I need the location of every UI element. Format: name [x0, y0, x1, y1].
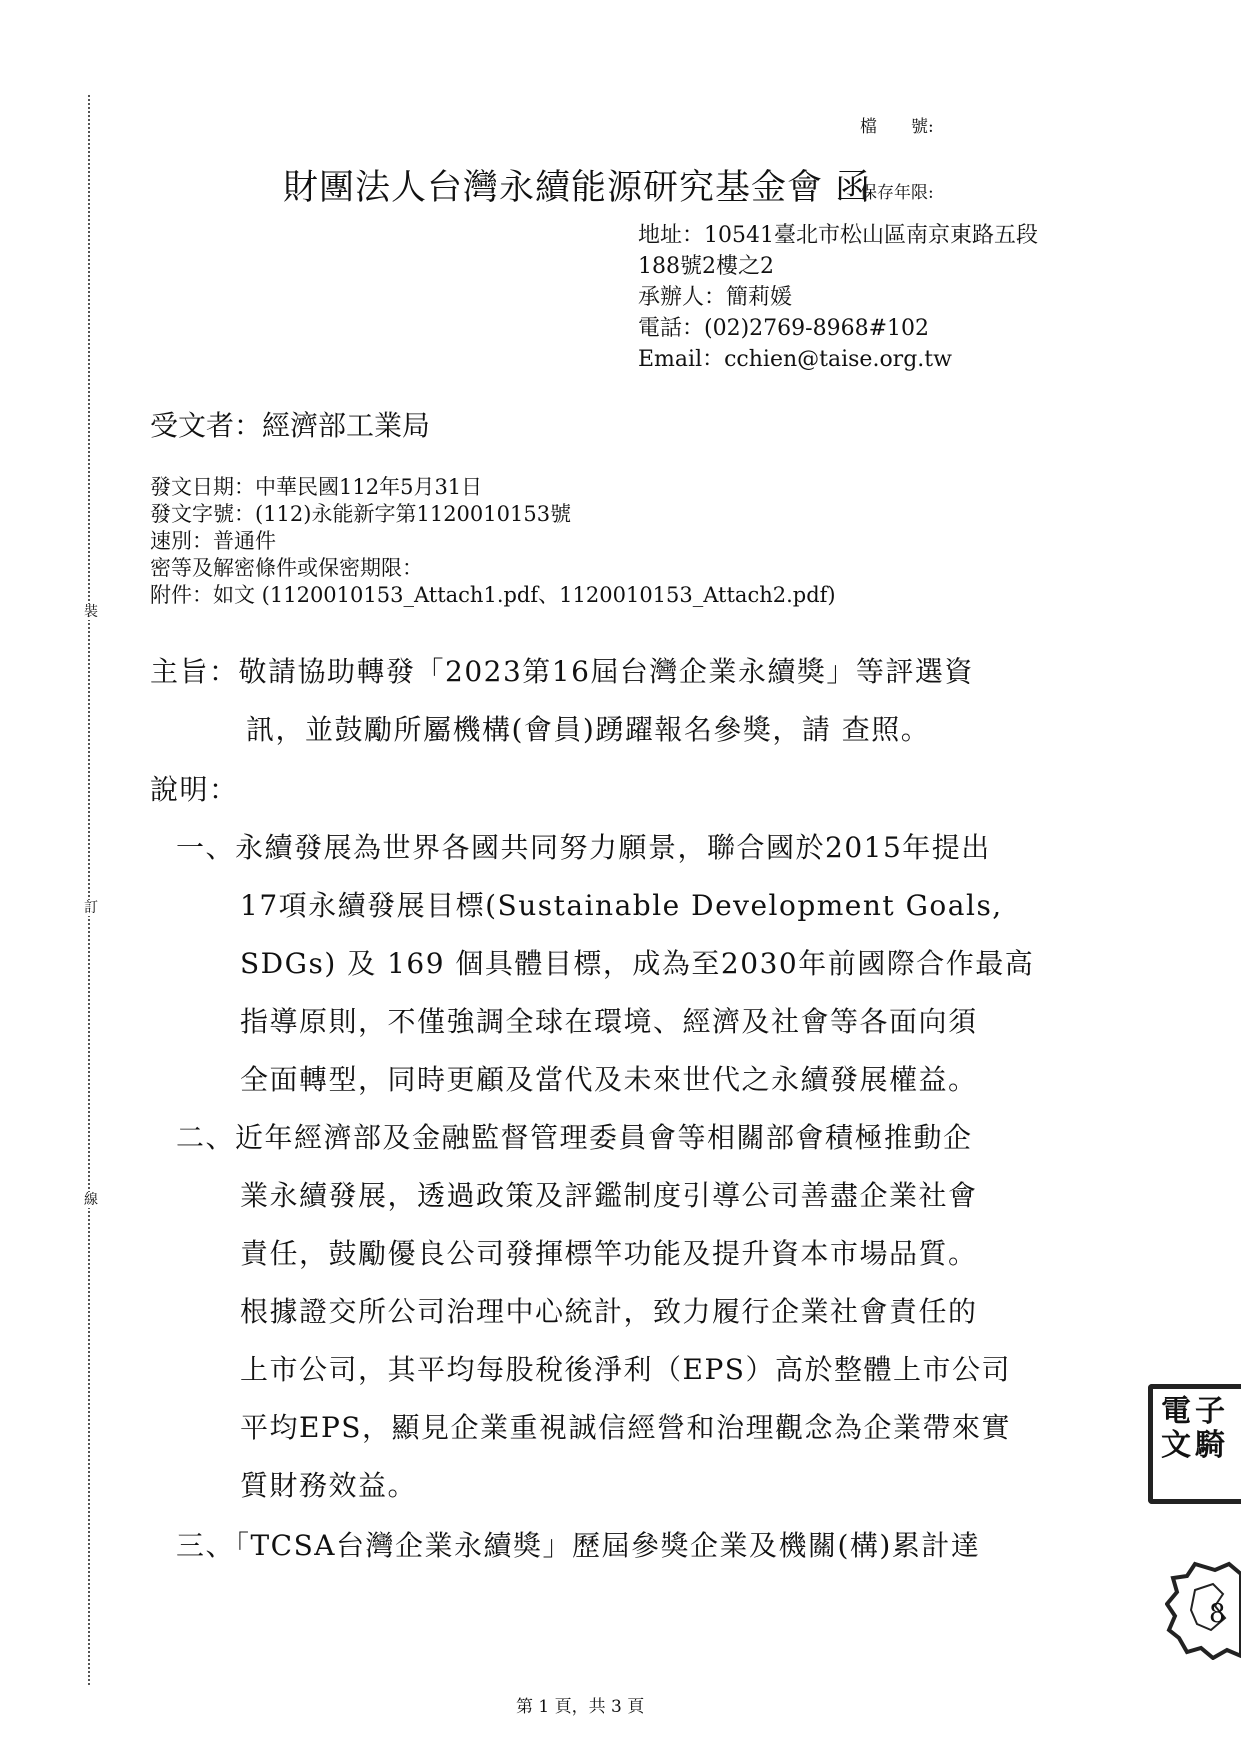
delivery-speed: 速別：普通件	[150, 529, 276, 553]
page-footer: 第 1 頁，共 3 頁	[516, 1697, 645, 1717]
sender-contact: 承辦人：簡莉媛	[638, 285, 793, 310]
secrecy-level: 密等及解密條件或保密期限：	[150, 556, 423, 580]
explanation-label: 說明：	[150, 773, 239, 806]
issue-date: 發文日期：中華民國112年5月31日	[150, 475, 483, 499]
explanation-item-line: 根據證交所公司治理中心統計，致力履行企業社會責任的	[240, 1295, 978, 1328]
recipient: 受文者：經濟部工業局	[150, 409, 431, 442]
file-number-label: 檔 號:	[860, 117, 934, 137]
sender-info	[638, 220, 1038, 375]
sender-address-cont: 188號2樓之2	[638, 254, 774, 279]
sender-address: 地址：10541臺北市松山區南京東路五段	[638, 223, 1038, 248]
explanation-item-line: 一、永續發展為世界各國共同努力願景，聯合國於2015年提出	[176, 831, 991, 864]
retention-label: 保存年限:	[860, 183, 934, 203]
explanation-item-line: 全面轉型，同時更顧及當代及未來世代之永續發展權益。	[240, 1063, 978, 1096]
explanation-item-line: 三、「TCSA台灣企業永續獎」歷屆參獎企業及機關(構)累計達	[176, 1529, 981, 1562]
stamp-text: 電子文騎	[1161, 1394, 1229, 1463]
explanation-item-line: 上市公司，其平均每股稅後淨利（EPS）高於整體上市公司	[240, 1353, 1011, 1386]
seal-number: 8	[1209, 1599, 1226, 1629]
explanation-item-line: SDGs) 及 169 個具體目標，成為至2030年前國際合作最高	[240, 947, 1035, 980]
document-number: 發文字號：(112)永能新字第1120010153號	[150, 502, 572, 526]
subject-line: 主旨：敬請協助轉發「2023第16屆台灣企業永續獎」等評選資	[150, 655, 974, 688]
explanation-item-line: 質財務效益。	[240, 1469, 418, 1502]
document-title: 財團法人台灣永續能源研究基金會 函	[283, 168, 872, 208]
sender-email: Email：cchien@taise.org.tw	[638, 347, 952, 372]
electronic-document-stamp	[1148, 1384, 1241, 1504]
attachment-info: 附件：如文 (1120010153_Attach1.pdf、1120010153_Attach2.pdf)	[150, 583, 836, 607]
binding-mark: 線	[84, 1192, 98, 1208]
sender-phone: 電話：(02)2769-8968#102	[638, 316, 929, 341]
explanation-item-line: 17項永續發展目標(Sustainable Development Goals,	[240, 889, 1003, 922]
explanation-item-line: 業永續發展，透過政策及評鑑制度引導公司善盡企業社會	[240, 1179, 978, 1212]
explanation-item-line: 責任，鼓勵優良公司發揮標竿功能及提升資本市場品質。	[240, 1237, 978, 1270]
binding-margin-line	[88, 95, 94, 1685]
explanation-item-line: 平均EPS，顯見企業重視誠信經營和治理觀念為企業帶來實	[240, 1411, 1011, 1444]
explanation-item-line: 指導原則，不僅強調全球在環境、經濟及社會等各面向須	[240, 1005, 978, 1038]
document-meta	[150, 474, 836, 609]
binding-mark: 裝	[84, 604, 98, 620]
binding-mark: 訂	[84, 900, 98, 916]
explanation-item-line: 二、近年經濟部及金融監督管理委員會等相關部會積極推動企	[176, 1121, 973, 1154]
subject-line: 訊，並鼓勵所屬機構(會員)踴躍報名參獎，請 查照。	[246, 713, 931, 746]
seal-icon	[1165, 1560, 1241, 1660]
